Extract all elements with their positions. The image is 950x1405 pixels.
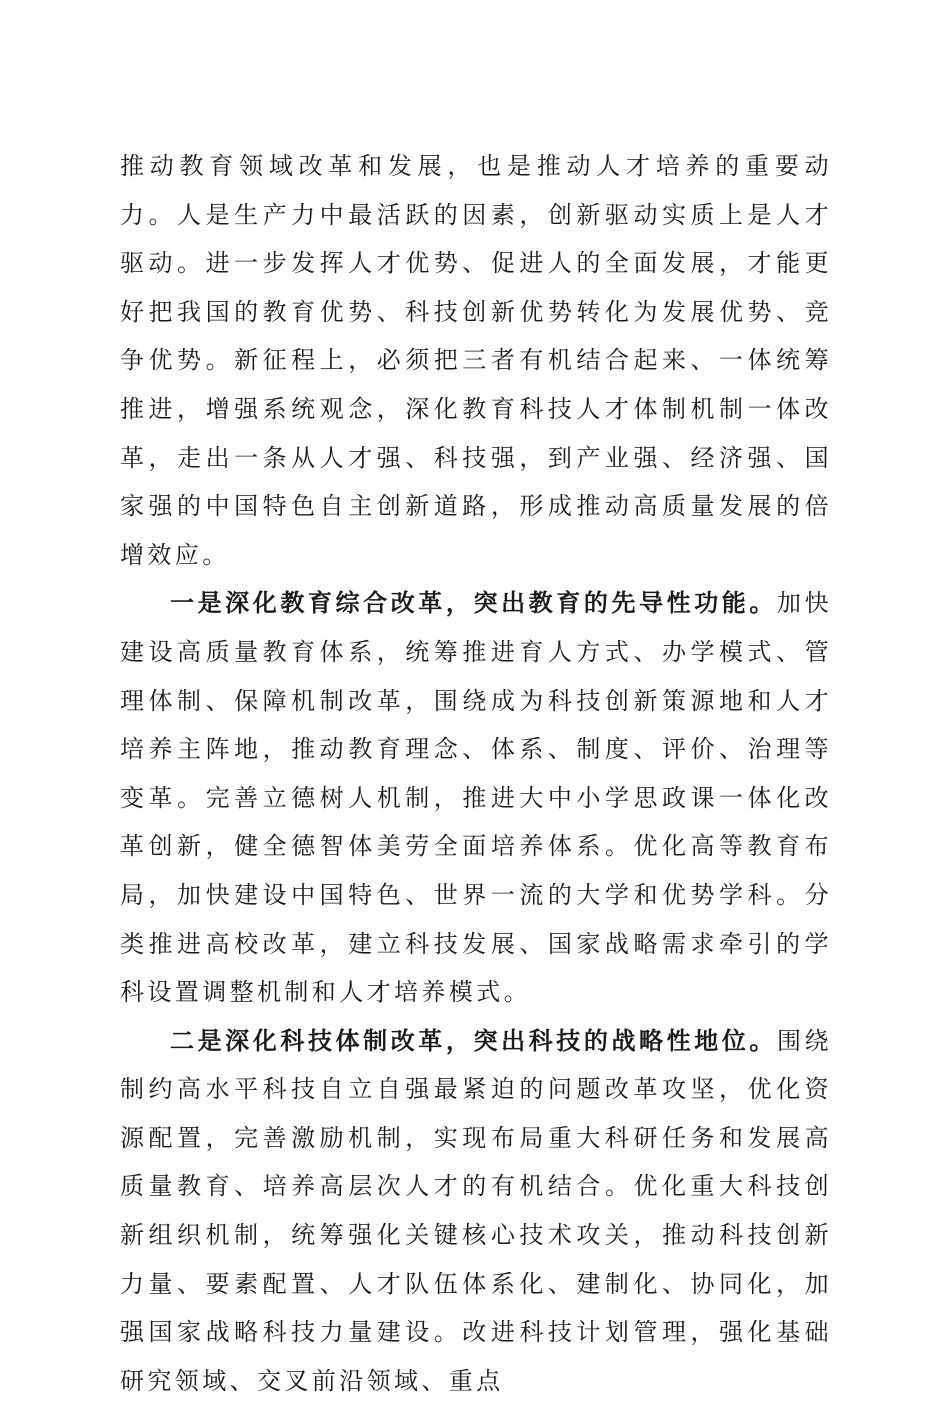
- paragraph-continued: [120, 142, 832, 579]
- paragraph-lead-heading: 二是深化科技体制改革，突出科技的战略性地位。: [170, 1025, 777, 1055]
- paragraph-text: 加快建设高质量教育体系，统筹推进育人方式、办学模式、管理体制、保障机制改革，围绕成为科技创新策源地和人才培养主阵地，推动教育理念、体系、制度、评价、治理等变革。完善立德树人机制，推进大中小学思政课一体化改革创新，健全德智体美劳全面培养体系。优化高等教育布局，加快建设中国特色、世界一流的大学和优势学科。分类推进高校改革，建立科技发展、国家战略需求牵引的学科设置调整机制和人才培养模式。: [120, 589, 832, 1007]
- paragraph-technology-reform: [120, 1017, 832, 1405]
- document-body: [120, 142, 832, 1405]
- paragraph-lead-heading: 一是深化教育综合改革，突出教育的先导性功能。: [170, 588, 777, 618]
- paragraph-text: 推动教育领域改革和发展，也是推动人才培养的重要动力。人是生产力中最活跃的因素，创新驱动实质上是人才驱动。进一步发挥人才优势、促进人的全面发展，才能更好把我国的教育优势、科技创新优势转化为发展优势、竞争优势。新征程上，必须把三者有机结合起来、一体统筹推进，增强系统观念，深化教育科技人才体制机制一体改革，走出一条从人才强、科技强，到产业强、经济强、国家强的中国特色自主创新道路，形成推动高质量发展的倍增效应。: [120, 152, 832, 569]
- paragraph-text: 围绕制约高水平科技自立自强最紧迫的问题改革攻坚，优化资源配置，完善激励机制，实现布局重大科研任务和发展高质量教育、培养高层次人才的有机结合。优化重大科技创新组织机制，统筹强化关键核心技术攻关，推动科技创新力量、要素配置、人才队伍体系化、建制化、协同化，加强国家战略科技力量建设。改进科技计划管理，强化基础研究领域、交叉前沿领域、重点: [120, 1026, 832, 1395]
- paragraph-education-reform: [120, 579, 832, 1016]
